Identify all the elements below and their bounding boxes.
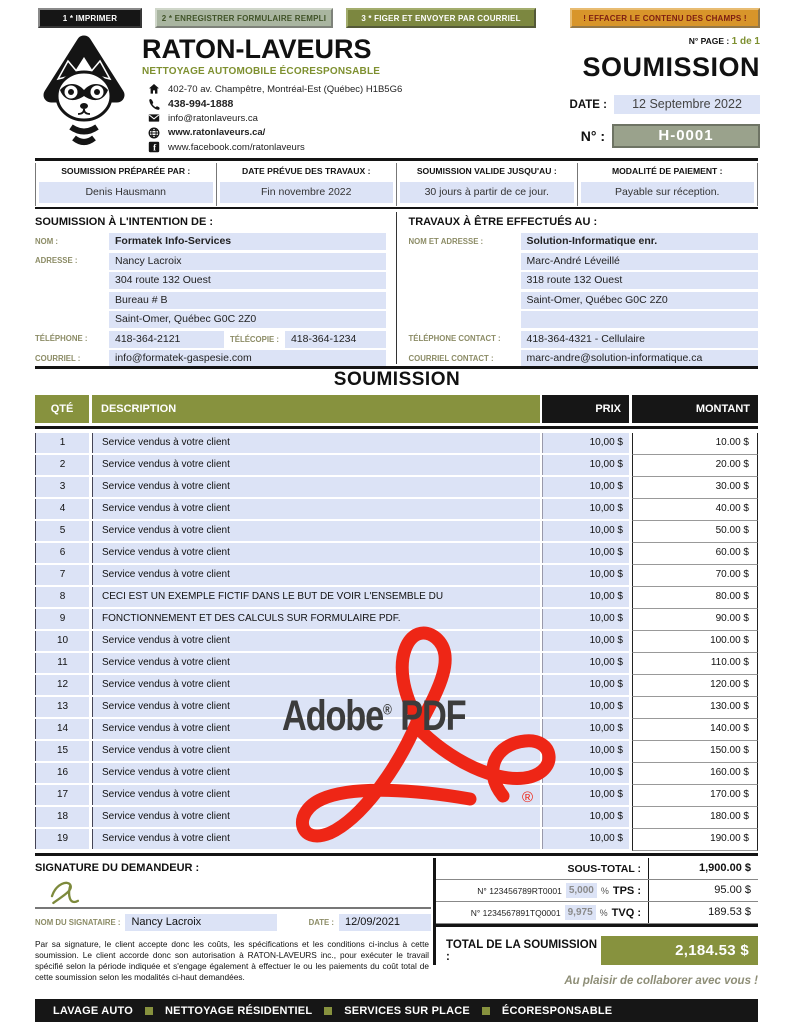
item-description-field[interactable]: Service vendus à votre client [92,653,540,673]
tvq-registration-number: N° 1234567891TQ0001 [470,907,561,918]
item-description-field[interactable]: Service vendus à votre client [92,455,540,475]
table-row [35,741,758,763]
signature-section-title: SIGNATURE DU DEMANDEUR : [35,862,200,874]
item-qty-field[interactable]: 12 [35,675,89,695]
signatory-name-label: NOM DU SIGNATAIRE : [35,918,121,927]
items-table-body [35,433,758,851]
item-price-field[interactable]: 10,00 $ [542,609,629,629]
table-row [35,433,758,455]
item-price-field[interactable]: 10,00 $ [542,433,629,453]
toolbar-button-2[interactable]: 2 * ENREGISTRER FORMULAIRE REMPLI [155,8,333,28]
contact-row [148,126,535,141]
item-price-field[interactable]: 10,00 $ [542,829,629,849]
item-description-field[interactable]: CECI EST UN EXEMPLE FICTIF DANS LE BUT DE VOIR L'ENSEMBLE DU [92,587,540,607]
items-table-header [35,395,758,423]
facebook-icon [148,141,160,153]
item-description-field[interactable]: Service vendus à votre client [92,763,540,783]
info-header-valid-until: SOUMISSION VALIDE JUSQU'AU : [416,166,557,176]
item-qty-field[interactable]: 8 [35,587,89,607]
worksite-phone-field[interactable]: 418-364-4321 - Cellulaire [521,331,759,348]
company-tagline: NETTOYAGE AUTOMOBILE ÉCORESPONSABLE [142,66,381,77]
item-description-field[interactable]: Service vendus à votre client [92,741,540,761]
subtotal-label: SOUS-TOTAL : [567,862,641,875]
client-name-field[interactable]: Formatek Info-Services [109,233,386,250]
contact-row [148,82,535,97]
date-label: DATE : [569,98,607,111]
item-price-field[interactable]: 10,00 $ [542,741,629,761]
item-amount-value: 40.00 $ [632,499,758,521]
item-amount-value: 130.00 $ [632,697,758,719]
item-description-field[interactable]: Service vendus à votre client [92,631,540,651]
item-amount-value: 70.00 $ [632,565,758,587]
page-number [535,36,760,47]
closing-message: Au plaisir de collaborer avec vous ! [564,975,758,987]
quote-info-bar [35,163,758,206]
item-description-field[interactable]: Service vendus à votre client [92,521,540,541]
item-price-field[interactable]: 10,00 $ [542,697,629,717]
items-table-title: SOUMISSION [333,369,461,390]
toolbar-button-1[interactable]: 1 * IMPRIMER [38,8,142,28]
item-amount-value: 80.00 $ [632,587,758,609]
registered-mark: ® [383,701,392,719]
item-qty-field[interactable]: 9 [35,609,89,629]
table-row [35,763,758,785]
toolbar-button-3[interactable]: 3 * FIGER ET ENVOYER PAR COURRIEL [346,8,536,28]
table-row [35,719,758,741]
square-bullet-icon [145,1007,153,1015]
item-amount-value: 170.00 $ [632,785,758,807]
client-phone-label: TÉLÉPHONE : [35,334,88,344]
item-price-field[interactable]: 10,00 $ [542,499,629,519]
signatory-name-field[interactable]: Nancy Lacroix [125,914,277,931]
company-name: RATON-LAVEURS [142,34,372,64]
worksite-address-field[interactable]: Saint-Omer, Québec G0C 2Z0 [521,292,759,309]
table-row [35,675,758,697]
item-amount-value: 120.00 $ [632,675,758,697]
item-price-field[interactable]: 10,00 $ [542,521,629,541]
column-header-qty: QTÉ [35,395,89,423]
client-block [35,212,397,364]
item-amount-value: 60.00 $ [632,543,758,565]
page-number-value: 1 de 1 [731,36,760,47]
totals-block [433,858,758,987]
table-row [35,697,758,719]
red-registered-mark: ® [522,789,534,806]
info-header-prepared-by: SOUMISSION PRÉPARÉE PAR : [61,166,191,176]
item-amount-value: 90.00 $ [632,609,758,631]
footer-service-item: ÉCORESPONSABLE [501,1004,613,1017]
item-amount-value: 10.00 $ [632,433,758,455]
column-header-price: PRIX [542,395,629,423]
item-qty-field[interactable]: 7 [35,565,89,585]
info-column-work-date [217,163,398,206]
item-price-field[interactable]: 10,00 $ [542,719,629,739]
client-fax-field[interactable]: 418-364-1234 [285,331,386,348]
tps-value: 95.00 $ [648,880,758,901]
worksite-block [397,212,759,364]
quote-number-label: N° : [580,128,605,144]
tps-row [436,880,758,902]
tvq-rate-field[interactable]: 9,975 [565,905,596,920]
bottom-section [35,858,758,996]
contact-text: www.ratonlaveurs.ca/ [168,127,266,139]
item-description-field[interactable]: Service vendus à votre client [92,829,540,849]
item-qty-field[interactable]: 13 [35,697,89,717]
info-column-payment-terms [578,163,759,206]
tvq-label: TVQ : [611,906,641,919]
home-icon [148,83,160,95]
tps-rate-field[interactable]: 5,000 [566,883,597,898]
grand-total-value: 2,184.53 $ [601,936,758,965]
info-header-payment-terms: MODALITÉ DE PAIEMENT : [611,166,723,176]
info-column-valid-until [397,163,578,206]
client-section-title: SOUMISSION À L'INTENTION DE : [35,216,214,228]
document-title: SOUMISSION [582,52,760,82]
table-row [35,565,758,587]
worksite-section-title: TRAVAUX À ÊTRE EFFECTUÉS AU : [408,216,598,228]
table-row [35,653,758,675]
item-qty-field[interactable]: 19 [35,829,89,849]
worksite-address-field[interactable]: Marc-André Léveillé [521,253,759,270]
contact-text: www.facebook.com/ratonlaveurs [168,141,305,153]
item-qty-field[interactable]: 14 [35,719,89,739]
client-address-field[interactable]: Bureau # B [109,292,386,309]
table-row [35,521,758,543]
item-price-field[interactable]: 10,00 $ [542,477,629,497]
subtotal-value: 1,900.00 $ [648,858,758,879]
worksite-name-field[interactable]: Solution-Informatique enr. [521,233,759,250]
divider [35,853,758,856]
item-qty-field[interactable]: 15 [35,741,89,761]
signature-block [35,858,431,983]
tvq-row [436,902,758,924]
item-amount-value: 140.00 $ [632,719,758,741]
contact-list [142,82,535,155]
signature-field[interactable] [35,874,431,909]
item-amount-value: 110.00 $ [632,653,758,675]
footer-services-bar [35,999,758,1022]
worksite-phone-label: TÉLÉPHONE CONTACT : [408,334,501,344]
tps-percent-sign: % [600,885,609,896]
contact-row [148,111,535,126]
item-qty-field[interactable]: 4 [35,499,89,519]
column-header-description: DESCRIPTION [92,395,540,423]
info-field-work-date[interactable]: Fin novembre 2022 [220,182,394,203]
item-description-field[interactable]: Service vendus à votre client [92,675,540,695]
table-row [35,609,758,631]
item-description-field[interactable]: Service vendus à votre client [92,499,540,519]
item-price-field[interactable]: 10,00 $ [542,653,629,673]
info-column-prepared-by [35,163,217,206]
toolbar [38,8,760,28]
client-email-label: COURRIEL : [35,353,81,363]
item-price-field[interactable]: 10,00 $ [542,807,629,827]
worksite-address-field[interactable] [521,311,759,328]
item-qty-field[interactable]: 6 [35,543,89,563]
divider [35,426,758,429]
square-bullet-icon [324,1007,332,1015]
client-address-label: ADRESSE : [35,256,78,266]
grand-total-label: TOTAL DE LA SOUMISSION : [446,938,597,963]
item-qty-field[interactable]: 2 [35,455,89,475]
item-description-field[interactable]: Service vendus à votre client [92,477,540,497]
info-field-payment-terms[interactable]: Payable sur réception. [581,182,755,203]
item-description-field[interactable]: FONCTIONNEMENT ET DES CALCULS SUR FORMULAIRE PDF. [92,609,540,629]
contact-text: info@ratonlaveurs.ca [168,112,258,124]
table-row [35,807,758,829]
item-price-field[interactable]: 10,00 $ [542,675,629,695]
subtotal-row [436,858,758,880]
item-amount-value: 150.00 $ [632,741,758,763]
item-price-field[interactable]: 10,00 $ [542,543,629,563]
legal-terms-text: Par sa signature, le client accepte donc les coûts, les spécifications et les conditions ci-inclus à cette soumission. Le client accorde donc son autorisation à RATON-LAVEURS inc., pour exécuter le travail spécifié selon la période indiquée et s'engage également à effectuer le ou les paiements du coût total de cette soumission selon les modalités ci-haut demandées. [35,939,429,983]
mail-icon [148,112,160,124]
square-bullet-icon [482,1007,490,1015]
tps-registration-number: N° 123456789RT0001 [477,885,562,896]
client-name-label: NOM : [35,236,58,246]
globe-icon [148,127,160,139]
info-field-prepared-by[interactable]: Denis Hausmann [39,182,213,203]
item-amount-value: 190.00 $ [632,829,758,851]
worksite-email-field[interactable]: marc-andre@solution-informatique.ca [521,350,759,367]
item-price-field[interactable]: 10,00 $ [542,631,629,651]
item-amount-value: 160.00 $ [632,763,758,785]
column-header-amount: MONTANT [632,395,758,423]
signature-image [41,877,93,907]
item-description-field[interactable]: Service vendus à votre client [92,565,540,585]
contact-text: 402-70 av. Champêtre, Montréal-Est (Québec) H1B5G6 [168,83,403,95]
tvq-value: 189.53 $ [648,902,758,923]
item-description-field[interactable]: Service vendus à votre client [92,697,540,717]
item-qty-field[interactable]: 10 [35,631,89,651]
client-address-field[interactable]: 304 route 132 Ouest [109,272,386,289]
contact-text: 438-994-1888 [168,97,234,110]
item-qty-field[interactable]: 18 [35,807,89,827]
info-field-valid-until[interactable]: 30 jours à partir de ce jour. [400,182,574,203]
divider [35,207,758,209]
client-email-field[interactable]: info@formatek-gaspesie.com [109,350,386,367]
table-row [35,631,758,653]
divider [35,158,758,161]
contact-row [148,140,535,155]
tvq-percent-sign: % [599,907,608,918]
client-section [35,212,758,364]
item-price-field[interactable]: 10,00 $ [542,763,629,783]
table-row [35,543,758,565]
table-row [35,499,758,521]
client-address-field[interactable]: Saint-Omer, Québec G0C 2Z0 [109,311,386,328]
footer-service-item: NETTOYAGE RÉSIDENTIEL [165,1004,313,1017]
client-fax-label: TÉLÉCOPIE : [230,334,279,344]
item-price-field[interactable]: 10,00 $ [542,785,629,805]
pdf-word: PDF [391,692,466,740]
item-qty-field[interactable]: 17 [35,785,89,805]
table-row [35,455,758,477]
header [38,33,760,157]
footer-service-item: SERVICES SUR PLACE [344,1004,470,1017]
grand-total-row [436,936,758,965]
item-amount-value: 20.00 $ [632,455,758,477]
worksite-address-field[interactable]: 318 route 132 Ouest [521,272,759,289]
toolbar-button-4[interactable]: ! EFFACER LE CONTENU DES CHAMPS ! [570,8,760,28]
table-row [35,785,758,807]
item-qty-field[interactable]: 3 [35,477,89,497]
quote-number-field[interactable]: H-0001 [612,124,760,148]
table-row [35,829,758,851]
tps-label: TPS : [612,884,641,897]
info-header-work-date: DATE PRÉVUE DES TRAVAUX : [242,166,371,176]
item-amount-value: 30.00 $ [632,477,758,499]
item-description-field[interactable]: Service vendus à votre client [92,807,540,827]
item-amount-value: 100.00 $ [632,631,758,653]
worksite-name-label: NOM ET ADRESSE : [408,236,484,246]
item-description-field[interactable]: Service vendus à votre client [92,433,540,453]
date-field[interactable]: 12 Septembre 2022 [614,95,760,114]
page-number-label: N° PAGE : [688,36,730,46]
item-price-field[interactable]: 10,00 $ [542,565,629,585]
worksite-email-label: COURRIEL CONTACT : [408,353,494,363]
svg-text:f: f [153,142,157,153]
item-qty-field[interactable]: 5 [35,521,89,541]
contact-row [148,97,535,112]
raccoon-recycle-logo [38,33,130,151]
item-amount-value: 50.00 $ [632,521,758,543]
table-row [35,477,758,499]
client-phone-field[interactable]: 418-364-2121 [109,331,224,348]
divider [436,924,758,927]
item-description-field[interactable]: Service vendus à votre client [92,719,540,739]
table-row [35,587,758,609]
footer-service-item: LAVAGE AUTO [53,1004,134,1017]
adobe-word: Adobe [282,692,384,740]
item-qty-field[interactable]: 11 [35,653,89,673]
item-qty-field[interactable]: 16 [35,763,89,783]
item-qty-field[interactable]: 1 [35,433,89,453]
item-description-field[interactable]: Service vendus à votre client [92,543,540,563]
phone-icon [148,98,160,110]
item-price-field[interactable]: 10,00 $ [542,587,629,607]
client-address-field[interactable]: Nancy Lacroix [109,253,386,270]
signature-date-field[interactable]: 12/09/2021 [339,914,431,931]
item-description-field[interactable]: Service vendus à votre client [92,785,540,805]
item-price-field[interactable]: 10,00 $ [542,455,629,475]
signature-date-label: DATE : [308,918,334,927]
item-amount-value: 180.00 $ [632,807,758,829]
